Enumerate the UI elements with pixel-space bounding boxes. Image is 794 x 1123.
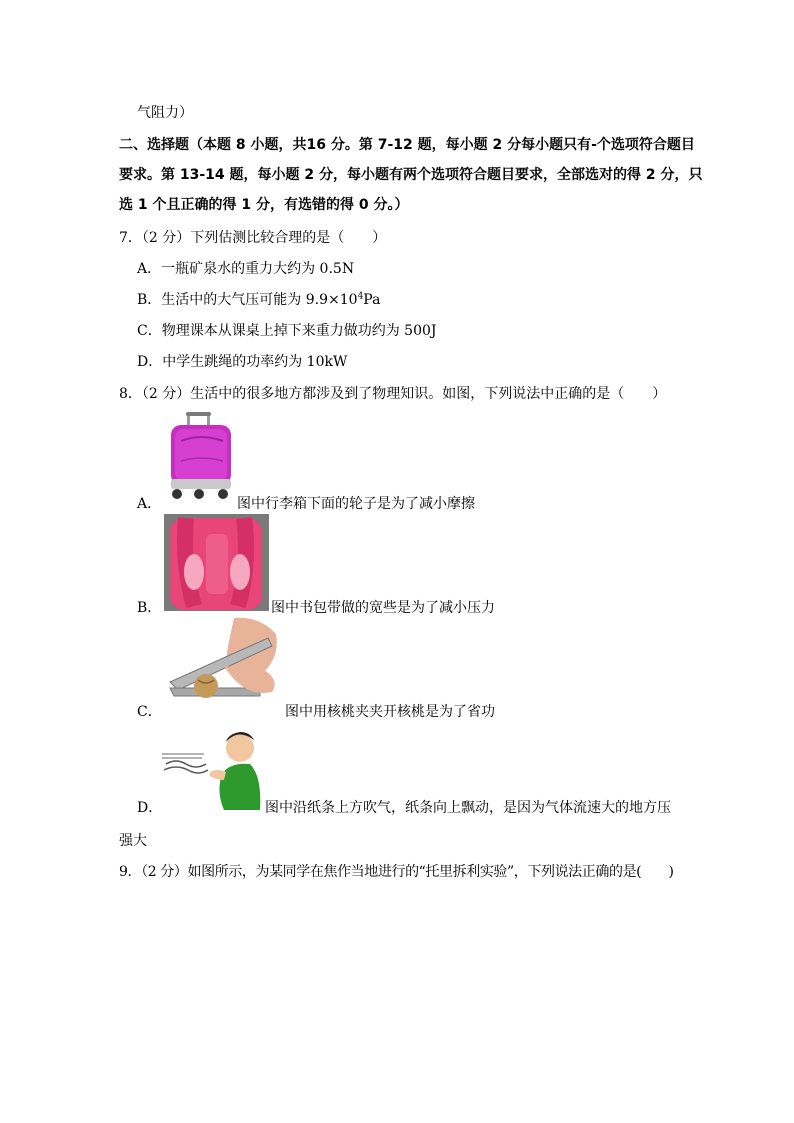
q9-stem: 9．（2 分）如图所示，为某同学在焦作当地进行的“托里拆利实验”，下列说法正确的是( ) — [119, 864, 674, 880]
q8-option-d-letter: D． — [137, 800, 163, 816]
q8-stem: 8．（2 分）生活中的很多地方都涉及到了物理知识。如图，下列说法中正确的是（ ） — [119, 386, 667, 402]
q7-option-b-unit: Pa — [363, 292, 381, 308]
q7-option-b — [137, 290, 380, 310]
q7-stem: 7．（2 分）下列估测比较合理的是（ ） — [119, 230, 387, 246]
q7-option-d: D．中学生跳绳的功率约为 10kW — [137, 354, 348, 370]
blowing-paper-image — [160, 728, 264, 810]
q7-option-c: C．物理课本从课桌上掉下来重力做功约为 500J — [137, 323, 437, 339]
q8-option-a-letter: A． — [137, 496, 162, 512]
q8-option-b-letter: B． — [137, 600, 162, 616]
nutcracker-image — [164, 616, 284, 713]
continuation-text: 气阻力） — [137, 105, 193, 121]
section-heading-line1: 二、选择题（本题 8 小题，共16 分。第 7-12 题，每小题 2 分每小题只有-个选项符合题目 — [119, 137, 695, 153]
backpack-image — [164, 514, 269, 611]
q8-option-c-letter: C． — [137, 704, 162, 720]
q8-option-b-text: 图中书包带做的宽些是为了减小压力 — [271, 600, 495, 616]
q8-option-c-text: 图中用核桃夹夹开核桃是为了省功 — [285, 704, 495, 720]
section-heading-line3: 选 1 个且正确的得 1 分，有选错的得 0 分。） — [119, 197, 409, 213]
q7-option-b-exponent: 4 — [357, 291, 364, 302]
q7-option-b-text: B．生活中的大气压可能为 9.9×10 — [137, 292, 358, 308]
q8-option-a-text: 图中行李箱下面的轮子是为了减小摩擦 — [237, 496, 475, 512]
q7-option-a: A．一瓶矿泉水的重力大约为 0.5N — [137, 261, 355, 277]
q8-option-d-text-cont: 强大 — [119, 833, 147, 849]
q8-option-d-text: 图中沿纸条上方吹气，纸条向上飘动，是因为气体流速大的地方压 — [265, 800, 671, 816]
suitcase-image — [163, 411, 235, 501]
section-heading-line2: 要求。第 13-14 题，每小题 2 分，每小题有两个选项符合题目要求，全部选对的得 2 分，只 — [119, 167, 703, 183]
